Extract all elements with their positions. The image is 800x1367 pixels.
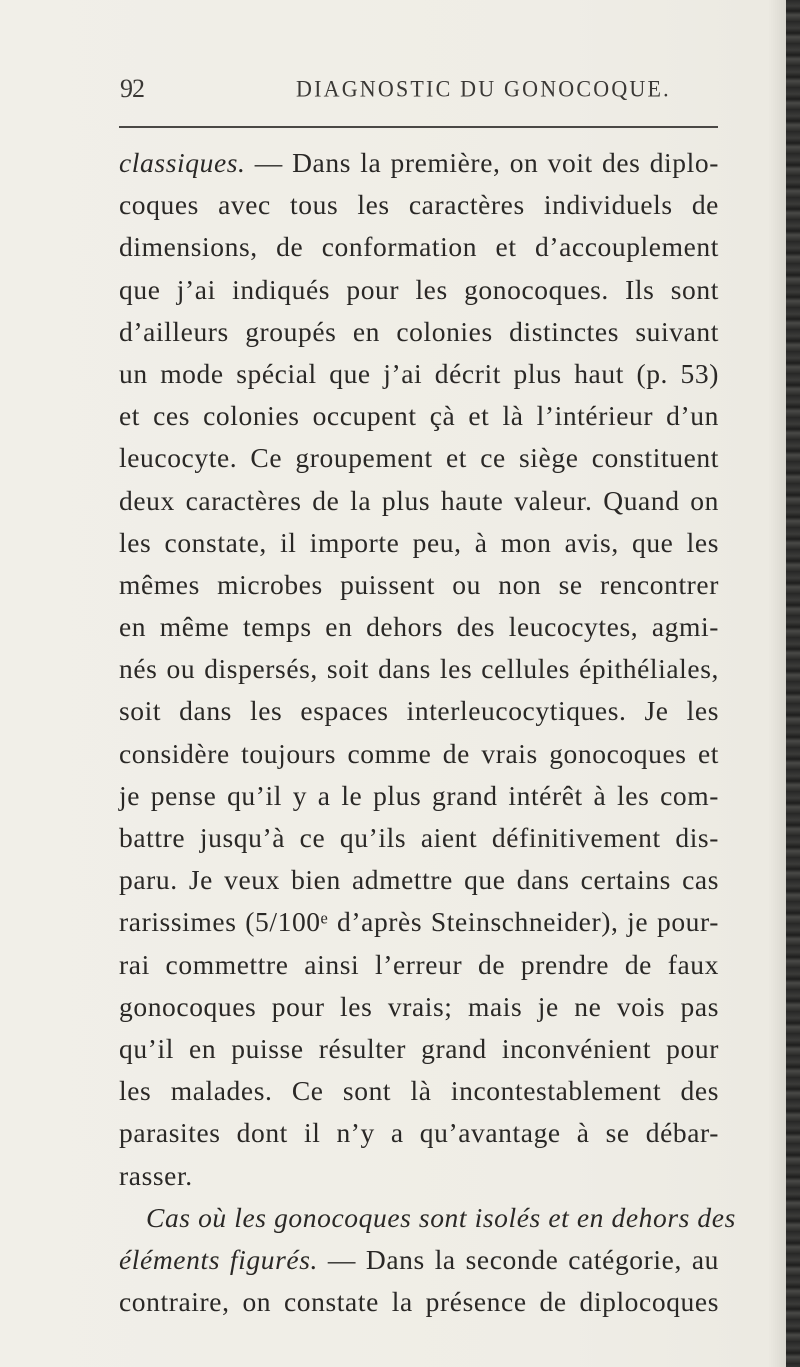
running-title: DIAGNOSTIC DU GONOCOQUE. <box>296 75 671 102</box>
text-line: deux caractères de la plus haute valeur. Quand on <box>119 484 719 516</box>
text-line: contraire, on constate la présence de diplocoques <box>119 1286 719 1318</box>
text-line: mêmes microbes puissent ou non se rencontrer <box>119 568 719 600</box>
text-line: un mode spécial que j’ai décrit plus haut (p. 53) <box>119 357 719 389</box>
text-line: dimensions, de conformation et d’accouplement <box>119 231 719 263</box>
text-line: paru. Je veux bien admettre que dans certains cas <box>119 864 719 896</box>
text-line: rai commettre ainsi l’erreur de prendre de faux <box>119 948 719 980</box>
text-line <box>119 142 719 184</box>
text-line: je pense qu’il y a le plus grand intérêt à les com- <box>119 779 719 811</box>
text-line: leucocyte. Ce groupement et ce siège constituent <box>119 442 719 474</box>
text-line: que j’ai indiqués pour les gonocoques. Ils sont <box>119 273 719 305</box>
text-line: les malades. Ce sont là incontestablement des <box>119 1075 719 1107</box>
text-line: les constate, il importe peu, à mon avis, que les <box>119 526 719 558</box>
book-edge-shadow <box>786 0 800 1367</box>
body-text <box>119 142 736 1323</box>
text-line: d’ailleurs groupés en colonies distinctes suivant <box>119 315 719 347</box>
header-rule <box>119 126 718 128</box>
italic-phrase: éléments figurés. <box>119 1243 318 1275</box>
text-line: considère toujours comme de vrais gonocoques et <box>119 737 719 769</box>
paragraph-2 <box>119 1197 736 1324</box>
text-line: battre jusqu’à ce qu’ils aient définitivement dis- <box>119 822 719 853</box>
text-line-italic: Cas où les gonocoques sont isolés et en dehors des <box>146 1201 736 1233</box>
text-line: et ces colonies occupent çà et là l’intérieur d’un <box>119 400 719 432</box>
page-number: 92 <box>120 74 144 103</box>
text-line: coques avec tous les caractères individuels de <box>119 189 719 221</box>
text-line: en même temps en dehors des leucocytes, agmi- <box>119 611 719 643</box>
italic-word: classiques. <box>119 147 246 178</box>
paragraph-1 <box>119 142 719 1197</box>
running-header <box>120 74 720 114</box>
text-line: gonocoques pour les vrais; mais je ne vois pas <box>119 990 719 1022</box>
text-line: rasser. <box>119 1159 193 1191</box>
text-line: parasites dont il n’y a qu’avantage à se débar- <box>119 1117 719 1149</box>
text-line: soit dans les espaces interleucocytiques. Je les <box>119 695 719 727</box>
text-fragment: — Dans la seconde catégorie, au <box>317 1243 719 1275</box>
text-fragment: — Dans la première, on voit des diplo- <box>245 147 719 178</box>
text-line <box>119 1239 719 1281</box>
text-line: qu’il en puisse résulter grand inconvénient pour <box>119 1032 719 1064</box>
text-line: nés ou dispersés, soit dans les cellules épithéliales, <box>119 653 719 685</box>
text-line: rarissimes (5/100ᵉ d’après Steinschneider), je pour- <box>119 906 719 938</box>
